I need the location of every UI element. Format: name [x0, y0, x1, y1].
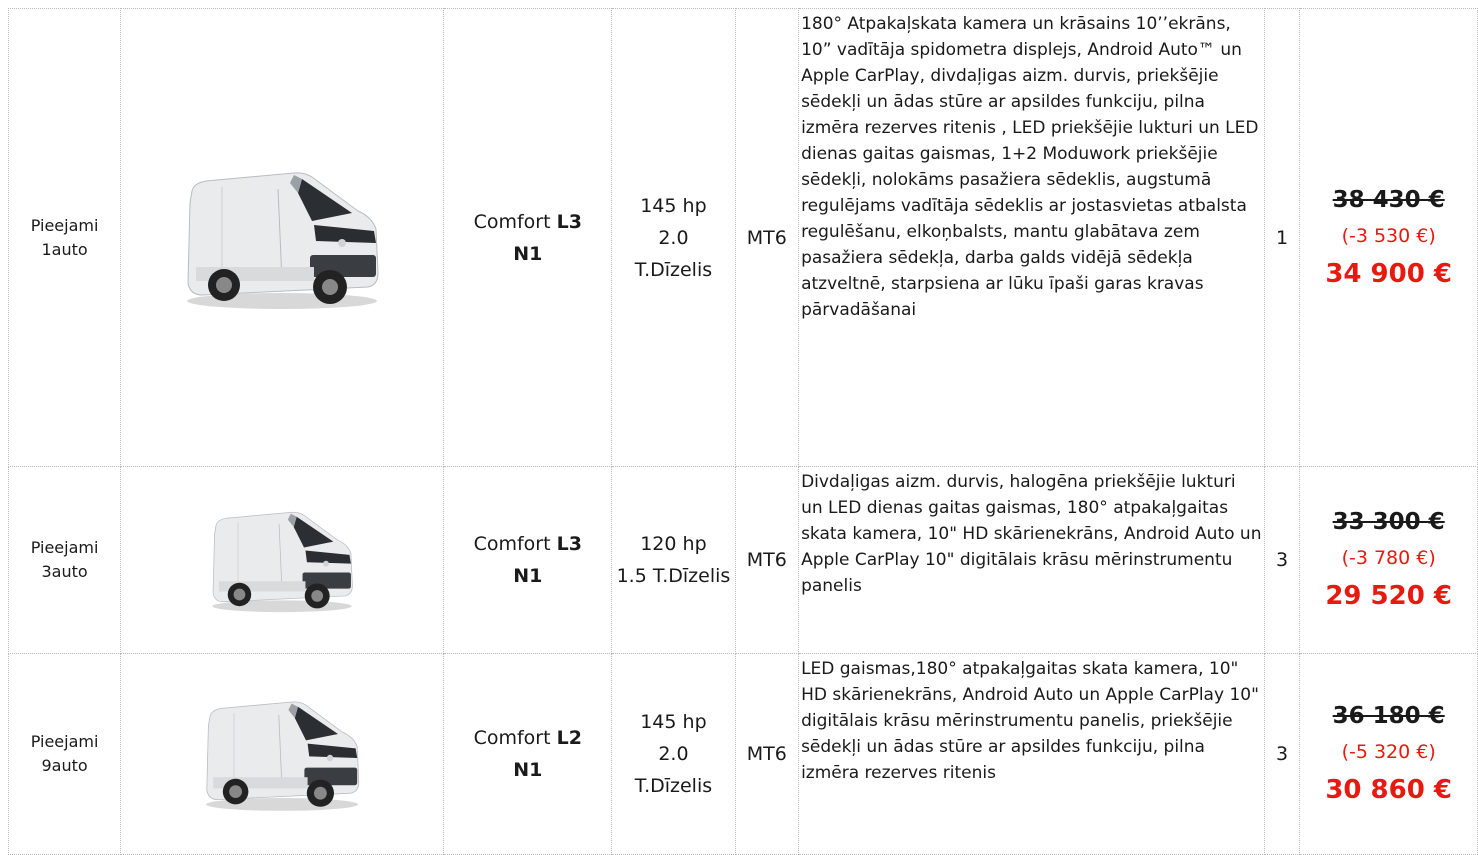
vehicle-offers-table — [8, 8, 1478, 855]
model-cell — [444, 9, 612, 467]
quantity-text: 1 — [1276, 226, 1289, 249]
table-row — [9, 654, 1478, 855]
white-van-image — [172, 505, 392, 615]
model-name: Comfort L2 N1 — [473, 727, 582, 781]
features-text: Divdaļigas aizm. durvis, halogēna priekšējie lukturi un LED dienas gaitas gaismas, 180° atpakaļgaitas skata kamera, 10" HD skārienekrāns, Android Auto un Apple CarPlay 10" digitālais krāsu mērinstrumentu panelis — [801, 472, 1262, 596]
quantity-text: 3 — [1276, 743, 1289, 765]
gearbox-text: MT6 — [746, 549, 787, 571]
discount: (-5 320 €) — [1341, 741, 1436, 763]
engine-power: 145 hp — [640, 711, 707, 733]
features-text: LED gaismas,180° atpakaļgaitas skata kamera, 10" HD skārienekrāns, Android Auto un Apple CarPlay 10" digitālais krāsu mērinstrumentu panelis, priekšējie sēdekļi un ādas stūre ar apsildes funkciju, pilna izmēra rezerves ritenis — [801, 659, 1259, 783]
new-price: 34 900 € — [1325, 258, 1452, 289]
quantity-cell — [1264, 9, 1300, 467]
old-price: 33 300 € — [1332, 509, 1445, 535]
model-cell — [444, 467, 612, 654]
availability-text: Pieejami 3auto — [30, 538, 99, 581]
availability-cell — [9, 9, 121, 467]
features-text: 180° Atpakaļskata kamera un krāsains 10’’ekrāns, 10” vadītāja spidometra displejs, Android Auto™ un Apple CarPlay, divdaļigas aizm. durvis, priekšējie sēdekļi un ādas stūre ar apsildes funkciju, pilna izmēra rezerves ritenis , LED priekšējie lukturi un LED dienas gaitas gaismas, 1+2 Moduwork priekšējie sēdekļi, nolokāms pasažiera sēdeklis, augstumā regulējams vadītāja sēdeklis ar jostasvietas atbalsta regulēšanu, elkoņbalsts, mantu glabātava zem pasažiera sēdekļa, darba galds vidējā sēdekļa atzveltnē, starpsiena ar lūku īpaši garas kravas pārvadāšanai — [801, 14, 1259, 320]
old-price: 36 180 € — [1332, 703, 1445, 729]
engine-cell — [612, 654, 735, 855]
engine-volume: 1.5 T.Dīzelis — [616, 565, 731, 587]
new-price: 29 520 € — [1325, 581, 1452, 611]
engine-fuel: T.Dīzelis — [634, 258, 713, 281]
engine-spec — [612, 190, 734, 286]
discount: (-3 530 €) — [1341, 224, 1436, 247]
features-cell — [799, 467, 1265, 654]
availability-text: Pieejami 9auto — [30, 732, 99, 775]
availability-cell — [9, 467, 121, 654]
new-price: 30 860 € — [1325, 775, 1452, 805]
model-name: Comfort L3 N1 — [473, 533, 582, 587]
engine-power: 120 hp — [640, 533, 707, 555]
engine-spec — [612, 528, 734, 592]
price-cell — [1300, 654, 1478, 855]
engine-power: 145 hp — [640, 194, 707, 217]
engine-cell — [612, 467, 735, 654]
white-van-image — [172, 694, 392, 814]
price-cell — [1300, 467, 1478, 654]
gearbox-cell — [735, 9, 799, 467]
engine-cell — [612, 9, 735, 467]
quantity-cell — [1264, 654, 1300, 855]
features-cell — [799, 9, 1265, 467]
quantity-text: 3 — [1276, 549, 1289, 571]
features-cell — [799, 654, 1265, 855]
image-cell — [121, 467, 444, 654]
engine-volume: 2.0 — [658, 743, 689, 765]
table-row — [9, 9, 1478, 467]
old-price: 38 430 € — [1332, 186, 1445, 213]
availability-cell — [9, 654, 121, 855]
availability-text: Pieejami 1auto — [30, 215, 99, 259]
image-cell — [121, 654, 444, 855]
white-van-image — [182, 163, 382, 313]
gearbox-cell — [735, 654, 799, 855]
engine-volume: 2.0 — [658, 226, 689, 249]
gearbox-text: MT6 — [746, 226, 787, 249]
model-name: Comfort L3 N1 — [473, 210, 582, 265]
image-cell — [121, 9, 444, 467]
engine-spec — [612, 706, 734, 802]
model-cell — [444, 654, 612, 855]
price-cell — [1300, 9, 1478, 467]
gearbox-cell — [735, 467, 799, 654]
engine-fuel: T.Dīzelis — [634, 775, 713, 797]
discount: (-3 780 €) — [1341, 547, 1436, 569]
gearbox-text: MT6 — [746, 743, 787, 765]
quantity-cell — [1264, 467, 1300, 654]
table-row — [9, 467, 1478, 654]
